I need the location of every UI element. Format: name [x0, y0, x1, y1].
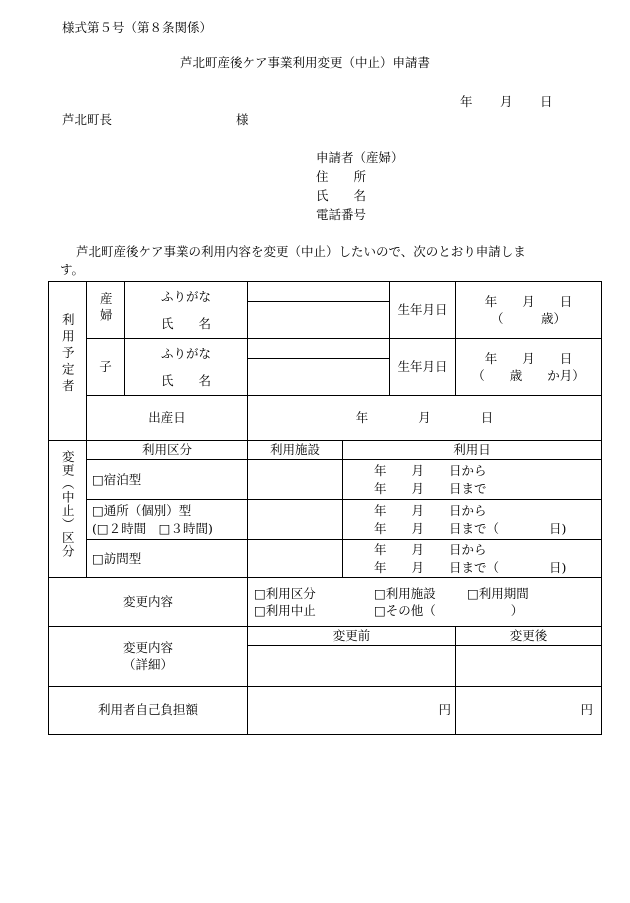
- child-birthdate-label: 生年月日: [390, 339, 456, 396]
- type-visit-to: 年 月 日まで（ 日): [374, 559, 567, 575]
- change-category-label: 変更（中止）区分: [49, 441, 87, 578]
- before-label: 変更前: [248, 627, 456, 646]
- type-day-facility[interactable]: [248, 500, 343, 540]
- self-burden-after[interactable]: 円: [456, 686, 602, 734]
- col-usage-facility: 利用施設: [248, 441, 343, 460]
- delivery-date-value[interactable]: 年 月 日: [248, 396, 602, 441]
- mother-name-label: 氏 名: [160, 315, 211, 331]
- option-period: □利用期間: [467, 585, 529, 601]
- type-visit-checkbox[interactable]: □訪問型: [87, 540, 248, 578]
- type-day-from: 年 月 日から: [374, 503, 487, 518]
- child-name-labels: [125, 339, 248, 396]
- type-stay-dates[interactable]: [343, 460, 602, 500]
- form-number: 様式第５号（第８条関係）: [62, 20, 213, 35]
- date-month: 月: [500, 94, 513, 109]
- intro-line-2: す。: [60, 262, 85, 277]
- child-furigana-label: ふりがな: [160, 345, 211, 361]
- child-name-label: 氏 名: [160, 372, 211, 388]
- page-title: 芦北町産後ケア事業利用変更（中止）申請書: [180, 55, 431, 70]
- mother-name-input[interactable]: [248, 282, 390, 339]
- child-label: 子: [87, 339, 125, 396]
- scheduled-user-label: 利用予定者: [49, 282, 87, 441]
- child-name-input[interactable]: [248, 339, 390, 396]
- option-usage-category: □利用区分: [254, 585, 316, 601]
- self-burden-before[interactable]: 円: [248, 686, 456, 734]
- type-day-dates[interactable]: [343, 500, 602, 540]
- type-day-hours: (□２時間 □３時間): [92, 520, 213, 536]
- self-burden-label: 利用者自己負担額: [49, 686, 248, 734]
- name-label: 氏 名: [316, 188, 367, 203]
- mother-birthdate-cell[interactable]: [456, 282, 602, 339]
- mother-birthdate-label: 生年月日: [390, 282, 456, 339]
- mother-label: 産婦: [87, 282, 125, 339]
- before-value[interactable]: [248, 645, 456, 686]
- mother-age: （ 歳）: [490, 311, 566, 326]
- type-stay-checkbox[interactable]: □宿泊型: [87, 460, 248, 500]
- col-usage-dates: 利用日: [343, 441, 602, 460]
- option-cancel: □利用中止: [254, 603, 316, 618]
- type-visit-from: 年 月 日から: [374, 542, 487, 557]
- mother-furigana-label: ふりがな: [160, 288, 211, 304]
- col-usage-category: 利用区分: [87, 441, 248, 460]
- applicant-heading: 申請者（産婦）: [316, 150, 404, 165]
- type-stay-facility[interactable]: [248, 460, 343, 500]
- child-age: （ 歳 か月）: [472, 368, 585, 383]
- type-stay-to: 年 月 日まで: [374, 480, 487, 496]
- delivery-date-label: 出産日: [87, 396, 248, 441]
- child-birthdate-cell[interactable]: [456, 339, 602, 396]
- type-stay-from: 年 月 日から: [374, 463, 487, 478]
- change-detail-label: 変更内容 （詳細）: [49, 627, 248, 687]
- date-year: 年: [460, 94, 473, 109]
- type-day-checkbox[interactable]: [87, 500, 248, 540]
- address-label: 住 所: [316, 169, 367, 184]
- change-content-label: 変更内容: [49, 578, 248, 627]
- change-content-options[interactable]: [248, 578, 602, 627]
- child-dob: 年 月 日: [484, 350, 573, 366]
- intro-line-1: 芦北町産後ケア事業の利用内容を変更（中止）したいので、次のとおり申請しま: [76, 244, 526, 259]
- mother-dob: 年 月 日: [484, 293, 573, 309]
- option-other: □その他（ ）: [374, 603, 524, 618]
- phone-label: 電話番号: [316, 207, 367, 222]
- type-visit-dates[interactable]: [343, 540, 602, 578]
- date-day: 日: [540, 94, 553, 109]
- type-visit-facility[interactable]: [248, 540, 343, 578]
- honorific: 様: [236, 112, 249, 127]
- type-day-label: □通所（個別）型: [92, 503, 192, 518]
- after-value[interactable]: [456, 645, 602, 686]
- type-day-to: 年 月 日まで（ 日): [374, 520, 567, 536]
- after-label: 変更後: [456, 627, 602, 646]
- option-facility: □利用施設: [374, 585, 436, 601]
- application-form-table: [48, 281, 602, 735]
- addressee: 芦北町長: [62, 112, 113, 127]
- mother-name-labels: [125, 282, 248, 339]
